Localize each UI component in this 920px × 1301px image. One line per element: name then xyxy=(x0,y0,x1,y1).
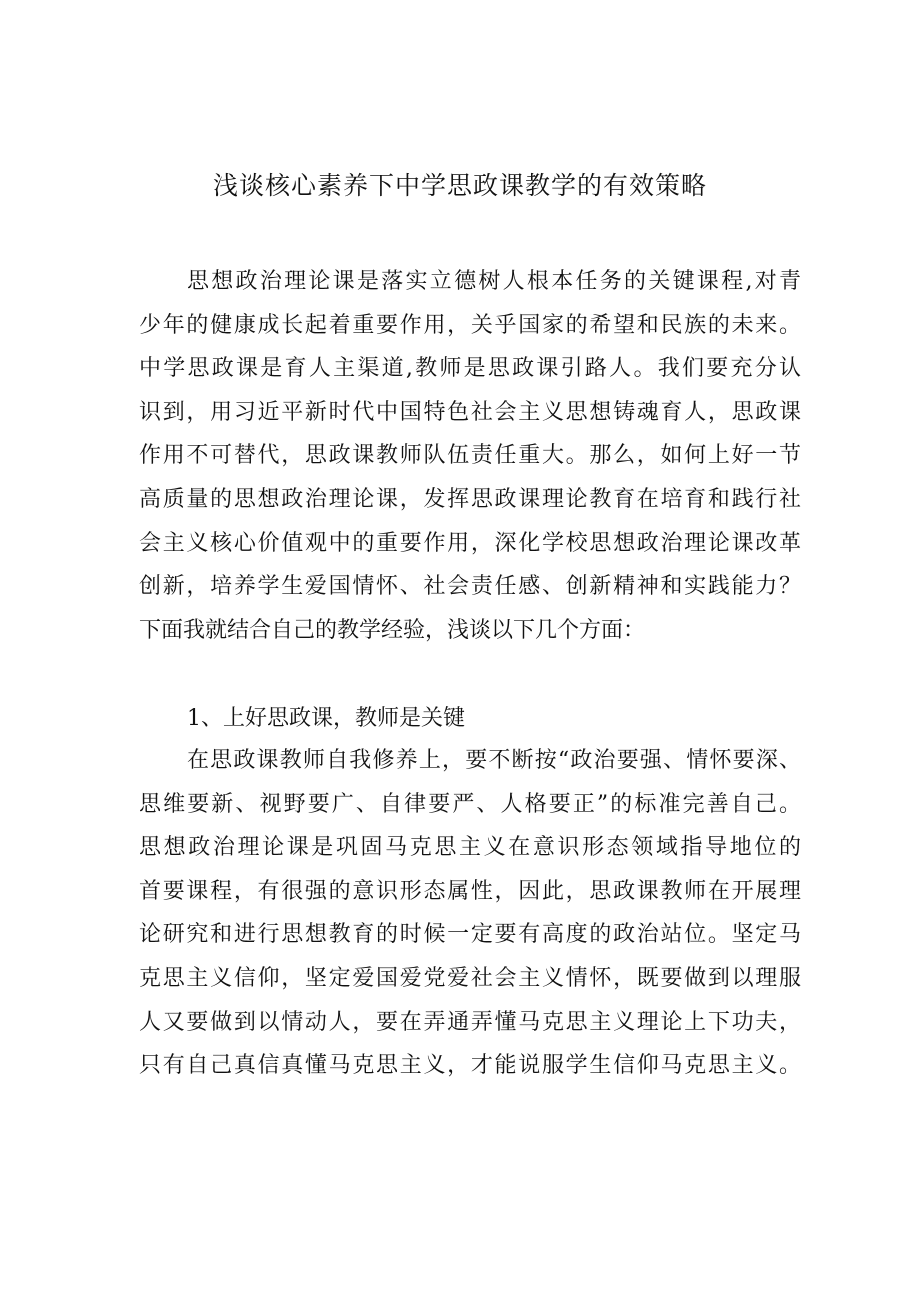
paragraph-line: 人又要做到以情动人，要在弄通弄懂马克思主义理论上下功夫， xyxy=(139,1009,801,1035)
paragraph-line: 思想政治理论课是巩固马克思主义在意识形态领域指导地位的 xyxy=(139,835,801,861)
paragraph-line: 会主义核心价值观中的重要作用，深化学校思想政治理论课改革 xyxy=(139,530,801,556)
paragraph-line: 论研究和进行思想教育的时候一定要有高度的政治站位。坚定马 xyxy=(139,922,801,948)
paragraph-line: 下面我就结合自己的教学经验，浅谈以下几个方面： xyxy=(139,617,646,643)
section-heading: 1、上好思政课，教师是关键 xyxy=(187,706,465,731)
paragraph-line: 识到，用习近平新时代中国特色社会主义思想铸魂育人，思政课 xyxy=(139,399,801,425)
paragraph-line: 思维要新、视野要广、自律要严、人格要正”的标准完善自己。 xyxy=(139,791,801,817)
paragraph-line: 只有自己真信真懂马克思主义，才能说服学生信仰马克思主义。 xyxy=(139,1053,801,1079)
paragraph-line: 克思主义信仰，坚定爱国爱党爱社会主义情怀，既要做到以理服 xyxy=(139,965,801,991)
paragraph-teacher-role xyxy=(139,739,801,1088)
paragraph-line: 创新，培养学生爱国情怀、社会责任感、创新精神和实践能力？ xyxy=(139,574,801,600)
document-title: 浅谈核心素养下中学思政课教学的有效策略 xyxy=(212,171,707,200)
paragraph-line: 作用不可替代，思政课教师队伍责任重大。那么，如何上好一节 xyxy=(139,443,801,469)
paragraph-line: 中学思政课是育人主渠道,教师是思政课引路人。我们要充分认 xyxy=(139,356,801,382)
paragraph-line: 在思政课教师自我修养上，要不断按“政治要强、情怀要深、 xyxy=(187,748,801,773)
paragraph-line: 少年的健康成长起着重要作用，关乎国家的希望和民族的未来。 xyxy=(139,312,801,338)
paragraph-line: 首要课程，有很强的意识形态属性，因此，思政课教师在开展理 xyxy=(139,878,801,904)
paragraph-line: 思想政治理论课是落实立德树人根本任务的关键课程,对青 xyxy=(187,269,801,294)
paragraph-line: 高质量的思想政治理论课，发挥思政课理论教育在培育和践行社 xyxy=(139,486,801,512)
paragraph-intro xyxy=(139,260,801,652)
